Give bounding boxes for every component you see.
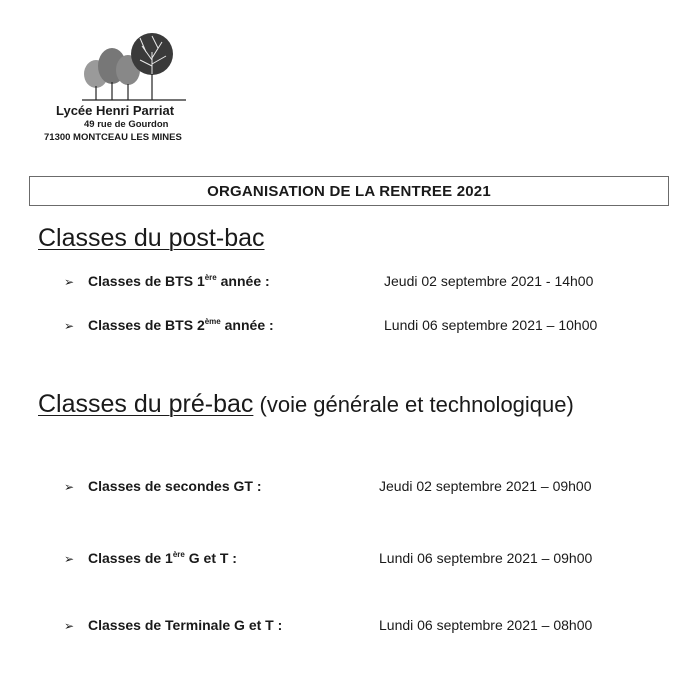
item-label-end: G et T : [184, 550, 237, 566]
post-bac-heading-text: Classes du post-bac [38, 224, 265, 252]
pre-bac-heading [38, 390, 574, 419]
item-label-sup: ère [172, 550, 185, 559]
post-bac-date-2: Lundi 06 septembre 2021 – 10h00 [384, 317, 598, 333]
document-title-box [29, 176, 669, 206]
school-name: Lycée Henri Parriat [56, 103, 175, 118]
post-bac-item-2 [64, 317, 274, 333]
school-city: 71300 MONTCEAU LES MINES [44, 132, 182, 143]
item-label-sup: ème [204, 317, 221, 326]
item-label: Classes de BTS 1 [88, 273, 205, 289]
pre-bac-date-3: Lundi 06 septembre 2021 – 08h00 [379, 617, 593, 633]
item-label: Classes de 1 [88, 550, 173, 566]
arrow-bullet-icon: ➢ [64, 480, 75, 494]
pre-bac-item-3 [64, 617, 282, 633]
trees-logo-icon [82, 30, 192, 102]
pre-bac-date-2: Lundi 06 septembre 2021 – 09h00 [379, 550, 593, 566]
post-bac-date-1: Jeudi 02 septembre 2021 - 14h00 [384, 273, 594, 289]
item-label: Classes de secondes GT : [88, 478, 262, 494]
item-label: Classes de Terminale G et T : [88, 617, 283, 633]
pre-bac-item-2 [64, 550, 237, 566]
school-street: 49 rue de Gourdon [84, 119, 169, 130]
arrow-bullet-icon: ➢ [64, 552, 75, 566]
document-title: ORGANISATION DE LA RENTREE 2021 [207, 182, 491, 200]
item-label-end: année : [220, 317, 274, 333]
arrow-bullet-icon: ➢ [64, 619, 75, 633]
arrow-bullet-icon: ➢ [64, 275, 75, 289]
post-bac-item-1 [64, 273, 270, 289]
pre-bac-heading-text: Classes du pré-bac [38, 390, 254, 418]
pre-bac-date-1: Jeudi 02 septembre 2021 – 09h00 [379, 478, 592, 494]
item-label: Classes de BTS 2 [88, 317, 205, 333]
arrow-bullet-icon: ➢ [64, 319, 75, 333]
post-bac-heading [38, 224, 265, 253]
pre-bac-item-1 [64, 478, 262, 494]
item-label-sup: ère [204, 273, 217, 282]
pre-bac-heading-note: (voie générale et technologique) [253, 392, 574, 417]
item-label-end: année : [216, 273, 270, 289]
